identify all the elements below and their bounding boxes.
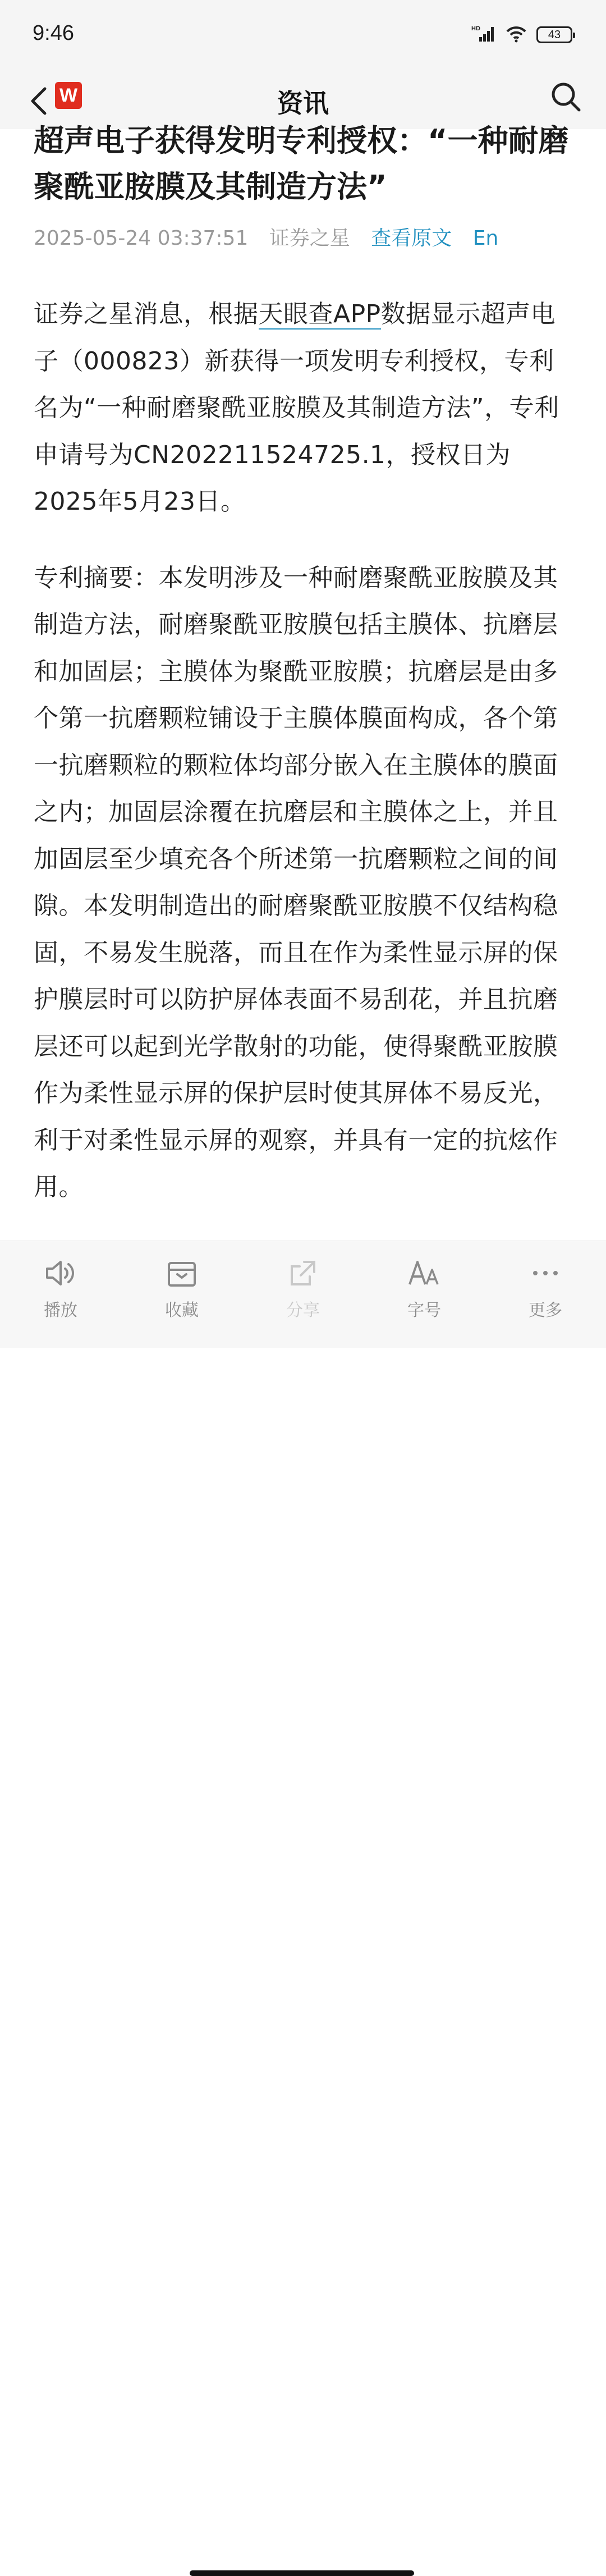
page-title: 资讯 — [277, 88, 329, 118]
font-size-label: 字号 — [407, 1301, 441, 1320]
more-label: 更多 — [529, 1301, 562, 1320]
paragraph-1-before: 证券之星消息，根据 — [34, 300, 259, 328]
tianyancha-link[interactable]: 天眼查APP — [258, 300, 381, 328]
paragraph-1 — [34, 291, 572, 525]
home-indicator[interactable] — [190, 2570, 414, 2576]
more-dots-icon — [530, 1257, 561, 1289]
article-title: 超声电子获得发明专利授权：“一种耐磨聚酰亚胺膜及其制造方法” — [34, 123, 569, 204]
search-icon — [550, 81, 581, 112]
publish-date: 2025-05-24 03:37:51 — [34, 227, 249, 250]
font-size-button[interactable] — [379, 1253, 469, 1321]
share-button[interactable] — [258, 1253, 348, 1321]
status-bar — [0, 0, 606, 73]
signal-icon — [471, 25, 496, 45]
article-meta — [34, 225, 572, 253]
paragraph-1-after: 数据显示超声电子（000823）新获得一项发明专利授权，专利名为“一种耐磨聚酰亚胺膜及其制造方法”，专利申请号为CN202211524725.1，授权日为2025年5月23日。 — [34, 300, 559, 516]
speaker-icon — [44, 1257, 77, 1289]
status-icons — [471, 25, 572, 45]
view-original-link[interactable]: 查看原文 — [371, 227, 452, 250]
paragraph-2: 专利摘要：本发明涉及一种耐磨聚酰亚胺膜及其制造方法，耐磨聚酰亚胺膜包括主膜体、抗磨层和加固层；主膜体为聚酰亚胺膜；抗磨层是由多个第一抗磨颗粒铺设于主膜体膜面构成，各个第一抗磨颗粒的颗粒体均部分嵌入在主膜体的膜面之内；加固层涂覆在抗磨层和主膜体之上，并且加固层至少填充各个所述第一抗磨颗粒之间的间隙。本发明制造出的耐磨聚酰亚胺膜不仅结构稳固，不易发生脱落，而且在作为柔性显示屏的保护膜层时可以防护屏体表面不易刮花，并且抗磨层还可以起到光学散射的功能，使得聚酰亚胺膜作为柔性显示屏的保护层时使其屏体不易反光，利于对柔性显示屏的观察，并具有一定的抗炫作用。 — [34, 563, 558, 1201]
battery-icon: 43 — [536, 26, 572, 43]
network-label: HD — [471, 25, 480, 32]
favorite-box-icon — [166, 1257, 198, 1289]
article — [34, 123, 572, 1211]
share-label: 分享 — [286, 1301, 320, 1320]
play-button[interactable] — [16, 1253, 105, 1321]
bottom-toolbar — [0, 1241, 606, 1348]
status-time: 9:46 — [33, 21, 74, 45]
source-name: 证券之星 — [269, 227, 350, 250]
wifi-icon — [505, 25, 527, 45]
english-link[interactable]: En — [472, 227, 499, 250]
play-label: 播放 — [44, 1301, 77, 1320]
font-size-icon — [407, 1257, 441, 1289]
favorite-label: 收藏 — [165, 1301, 199, 1320]
favorite-button[interactable] — [137, 1253, 227, 1321]
app-logo[interactable]: W — [55, 82, 82, 109]
share-icon — [287, 1257, 319, 1289]
more-button[interactable] — [501, 1253, 590, 1321]
search-button[interactable] — [548, 79, 584, 115]
